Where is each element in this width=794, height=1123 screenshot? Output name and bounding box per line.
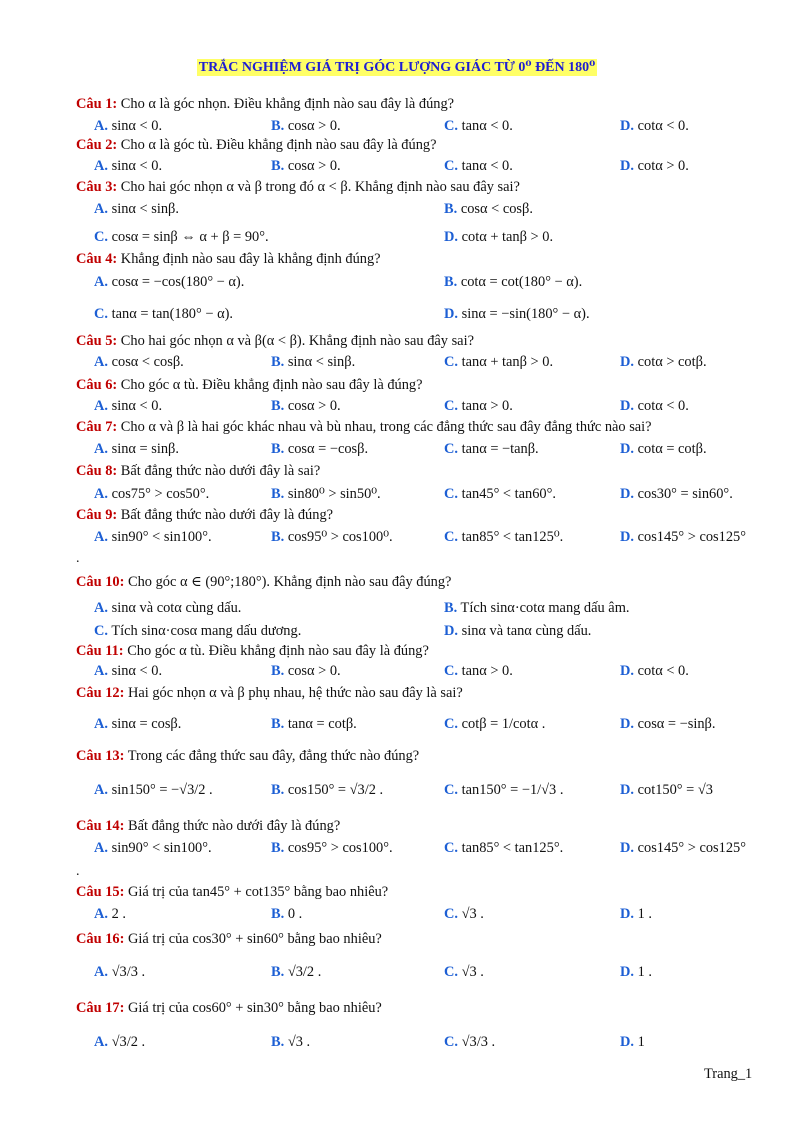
question-number: Câu 15: — [76, 884, 125, 900]
question-2 — [76, 137, 436, 154]
option-letter: A. — [94, 158, 108, 174]
option-text: √3 . — [287, 1034, 311, 1050]
option-letter: B. — [271, 398, 285, 414]
option-letter: A. — [94, 486, 108, 502]
question-text: Trong các đẳng thức sau đây, đẳng thức nào đúng? — [127, 748, 420, 764]
option-letter: A. — [94, 274, 108, 290]
option-text: cosα > 0. — [287, 663, 341, 679]
option-text: sinα < 0. — [111, 663, 163, 679]
option-a — [94, 529, 212, 546]
option-text: sin150° = −√3/2 . — [111, 782, 213, 798]
option-letter: B. — [271, 529, 285, 545]
question-text: Cho góc α tù. Điều khẳng định nào sau đây là đúng? — [127, 643, 429, 659]
option-b — [271, 840, 393, 857]
option-c — [444, 398, 513, 415]
option-letter: A. — [94, 201, 108, 217]
option-d — [620, 840, 746, 857]
question-text: Giá trị của tan45° + cot135° bằng bao nhiêu? — [127, 884, 389, 900]
option-letter: C. — [94, 623, 108, 639]
question-number: Câu 1: — [76, 96, 118, 112]
option-d — [620, 486, 733, 503]
option-text: Tích sinα·cosα mang dấu dương. — [111, 623, 302, 639]
stray-dot: . — [76, 864, 80, 879]
option-d — [620, 906, 652, 923]
option-text: cotβ = 1/cotα . — [461, 716, 546, 732]
option-text: 1 . — [637, 964, 652, 980]
option-text: √3/2 . — [287, 964, 322, 980]
option-a — [94, 1034, 145, 1051]
question-text: Cho α và β là hai góc khác nhau và bù nhau, trong các đẳng thức sau đây đẳng thức nào sai? — [120, 419, 652, 435]
option-c — [444, 118, 513, 135]
option-letter: B. — [271, 158, 285, 174]
option-letter: B. — [271, 663, 285, 679]
option-letter: D. — [620, 840, 634, 856]
option-b — [271, 906, 302, 923]
option-text: √3/3 . — [461, 1034, 496, 1050]
question-text: Giá trị của cos30° + sin60° bằng bao nhiêu? — [127, 931, 382, 947]
question-number: Câu 7: — [76, 419, 118, 435]
option-letter: B. — [444, 600, 458, 616]
option-letter: C. — [444, 964, 458, 980]
option-letter: C. — [444, 663, 458, 679]
option-d — [620, 398, 689, 415]
option-b — [271, 118, 341, 135]
option-letter: B. — [271, 118, 285, 134]
question-5 — [76, 333, 474, 350]
question-number: Câu 14: — [76, 818, 125, 834]
option-letter: A. — [94, 964, 108, 980]
option-letter: D. — [620, 441, 634, 457]
option-text: cotα < 0. — [637, 663, 689, 679]
option-text: cos95⁰ > cos100⁰. — [287, 529, 393, 545]
option-letter: C. — [444, 782, 458, 798]
option-text: tanα > 0. — [461, 663, 513, 679]
option-letter: B. — [271, 441, 285, 457]
option-c — [94, 623, 301, 640]
option-letter: B. — [271, 964, 285, 980]
question-1 — [76, 96, 454, 113]
option-letter: D. — [444, 306, 458, 322]
option-letter: D. — [620, 486, 634, 502]
option-c — [444, 354, 553, 371]
option-text: tan85° < tan125°. — [461, 840, 564, 856]
option-text: sinα = −sin(180° − α). — [461, 306, 590, 322]
option-letter: D. — [620, 1034, 634, 1050]
option-text: cotα = cot(180° − α). — [460, 274, 583, 290]
question-number: Câu 6: — [76, 377, 118, 393]
option-letter: D. — [620, 716, 634, 732]
option-text: tan45° < tan60°. — [461, 486, 556, 502]
option-text: sinα < 0. — [111, 398, 163, 414]
question-number: Câu 16: — [76, 931, 125, 947]
option-letter: B. — [271, 1034, 285, 1050]
option-c — [94, 229, 269, 246]
option-text: cosα = sinβ ⇔ α + β = 90°. — [111, 229, 269, 245]
option-d — [444, 623, 591, 640]
option-letter: A. — [94, 663, 108, 679]
option-letter: B. — [271, 782, 285, 798]
option-text: cosα = −cosβ. — [287, 441, 369, 457]
question-12 — [76, 685, 463, 702]
option-letter: C. — [444, 840, 458, 856]
option-text: 0 . — [287, 906, 303, 922]
option-text: tanα + tanβ > 0. — [461, 354, 554, 370]
option-text: cos30° = sin60°. — [637, 486, 733, 502]
option-letter: D. — [620, 398, 634, 414]
option-text: sinα < 0. — [111, 158, 163, 174]
option-letter: D. — [620, 906, 634, 922]
option-text: cotα < 0. — [637, 398, 689, 414]
option-text: 1 . — [637, 906, 652, 922]
option-text: tanα = tan(180° − α). — [111, 306, 233, 322]
option-letter: D. — [620, 782, 634, 798]
question-7 — [76, 419, 652, 436]
option-text: sinα = cosβ. — [111, 716, 182, 732]
option-text: cosα > 0. — [287, 158, 341, 174]
option-letter: B. — [271, 906, 285, 922]
option-text: cotα < 0. — [637, 118, 689, 134]
question-6 — [76, 377, 423, 394]
option-b — [271, 782, 383, 799]
option-letter: D. — [620, 663, 634, 679]
option-text: tanα > 0. — [461, 398, 513, 414]
page-footer: Trang_1 — [704, 1066, 753, 1082]
option-text: tan150° = −1/√3 . — [461, 782, 564, 798]
option-d — [620, 716, 715, 733]
option-text: sinα < sinβ. — [111, 201, 179, 217]
option-letter: C. — [444, 486, 458, 502]
option-c — [444, 964, 484, 981]
option-text: cotα = cotβ. — [637, 441, 707, 457]
option-text: sinα < 0. — [111, 118, 163, 134]
option-text: √3/3 . — [111, 964, 146, 980]
question-3 — [76, 179, 520, 196]
option-a — [94, 906, 126, 923]
option-letter: C. — [444, 398, 458, 414]
option-text: sinα = sinβ. — [111, 441, 179, 457]
option-b — [271, 529, 393, 546]
question-14 — [76, 818, 340, 835]
option-text: cos150° = √3/2 . — [287, 782, 384, 798]
question-10 — [76, 574, 451, 591]
question-text: Cho hai góc nhọn α và β trong đó α < β. Khẳng định nào sau đây sai? — [120, 179, 520, 195]
question-text: Bất đẳng thức nào dưới đây là đúng? — [120, 507, 334, 523]
question-text: Khẳng định nào sau đây là khẳng định đúng? — [120, 251, 381, 267]
option-text: Tích sinα·cotα mang dấu âm. — [460, 600, 630, 616]
option-text: cos95° > cos100°. — [287, 840, 393, 856]
option-letter: D. — [620, 529, 634, 545]
question-text: Cho góc α tù. Điều khẳng định nào sau đây là đúng? — [120, 377, 423, 393]
option-a — [94, 663, 162, 680]
option-letter: C. — [444, 118, 458, 134]
option-c — [444, 441, 539, 458]
option-text: cos145° > cos125° — [637, 840, 746, 856]
option-a — [94, 840, 212, 857]
question-16 — [76, 931, 382, 948]
option-d — [444, 229, 553, 246]
question-number: Câu 4: — [76, 251, 118, 267]
option-letter: C. — [94, 229, 108, 245]
option-text: cosα < cosβ. — [111, 354, 184, 370]
option-c — [444, 663, 513, 680]
option-b — [271, 716, 357, 733]
option-letter: A. — [94, 600, 108, 616]
option-d — [444, 306, 590, 323]
option-b — [444, 274, 582, 291]
option-b — [271, 158, 341, 175]
question-text: Cho hai góc nhọn α và β(α < β). Khẳng định nào sau đây sai? — [120, 333, 474, 349]
option-d — [620, 663, 689, 680]
option-a — [94, 201, 179, 218]
option-letter: C. — [444, 1034, 458, 1050]
option-letter: D. — [620, 964, 634, 980]
question-4 — [76, 251, 381, 268]
option-letter: D. — [444, 229, 458, 245]
option-b — [444, 201, 533, 218]
question-number: Câu 5: — [76, 333, 118, 349]
option-d — [620, 529, 746, 546]
option-b — [271, 964, 321, 981]
option-d — [620, 441, 707, 458]
option-a — [94, 716, 181, 733]
option-c — [444, 529, 563, 546]
question-number: Câu 3: — [76, 179, 118, 195]
option-letter: A. — [94, 782, 108, 798]
stray-dot: . — [76, 551, 80, 566]
question-17 — [76, 1000, 382, 1017]
document-title — [0, 59, 794, 76]
option-letter: A. — [94, 441, 108, 457]
option-letter: B. — [444, 274, 458, 290]
option-letter: D. — [620, 354, 634, 370]
question-number: Câu 12: — [76, 685, 125, 701]
option-text: cos75° > cos50°. — [111, 486, 210, 502]
option-text: √3/2 . — [111, 1034, 146, 1050]
option-letter: A. — [94, 1034, 108, 1050]
question-number: Câu 11: — [76, 643, 124, 659]
option-b — [271, 486, 381, 503]
option-text: sinα và cotα cùng dấu. — [111, 600, 242, 616]
option-text: tanα < 0. — [461, 118, 513, 134]
option-text: cosα = −sinβ. — [637, 716, 716, 732]
option-b — [271, 1034, 310, 1051]
option-a — [94, 441, 179, 458]
option-letter: C. — [444, 354, 458, 370]
question-13 — [76, 748, 419, 765]
option-letter: C. — [94, 306, 108, 322]
option-text: cot150° = √3 — [637, 782, 713, 798]
option-letter: C. — [444, 441, 458, 457]
question-8 — [76, 463, 320, 480]
option-text: sin80⁰ > sin50⁰. — [287, 486, 381, 502]
question-9 — [76, 507, 333, 524]
option-text: sinα < sinβ. — [287, 354, 356, 370]
question-text: Cho α là góc tù. Điều khẳng định nào sau đây là đúng? — [120, 137, 437, 153]
option-text: cotα + tanβ > 0. — [461, 229, 554, 245]
option-letter: A. — [94, 398, 108, 414]
option-text: cosα < cosβ. — [460, 201, 533, 217]
option-letter: B. — [271, 840, 285, 856]
option-text: 1 — [637, 1034, 645, 1050]
question-text: Giá trị của cos60° + sin30° bằng bao nhiêu? — [127, 1000, 382, 1016]
option-a — [94, 486, 209, 503]
question-text: Bất đẳng thức nào dưới đây là đúng? — [127, 818, 341, 834]
option-c — [444, 716, 545, 733]
option-a — [94, 354, 184, 371]
option-letter: D. — [620, 158, 634, 174]
option-b — [271, 354, 355, 371]
option-text: tanα = cotβ. — [287, 716, 357, 732]
option-letter: C. — [444, 529, 458, 545]
option-text: sin90° < sin100°. — [111, 529, 212, 545]
question-text: Bất đẳng thức nào dưới đây là sai? — [120, 463, 321, 479]
question-text: Hai góc nhọn α và β phụ nhau, hệ thức nào sau đây là sai? — [127, 685, 463, 701]
question-number: Câu 17: — [76, 1000, 125, 1016]
option-text: tanα = −tanβ. — [461, 441, 539, 457]
option-text: sin90° < sin100°. — [111, 840, 212, 856]
option-letter: B. — [444, 201, 458, 217]
option-c — [444, 1034, 495, 1051]
option-d — [620, 118, 689, 135]
option-text: 2 . — [111, 906, 126, 922]
option-c — [94, 306, 233, 323]
title-text: TRẮC NGHIỆM GIÁ TRỊ GÓC LƯỢNG GIÁC TỪ 0⁰ ĐẾN 180⁰ — [198, 60, 596, 75]
option-text: cos145° > cos125° — [637, 529, 746, 545]
option-a — [94, 158, 162, 175]
option-text: cosα = −cos(180° − α). — [111, 274, 245, 290]
option-letter: A. — [94, 354, 108, 370]
option-c — [444, 486, 556, 503]
question-number: Câu 2: — [76, 137, 118, 153]
question-11 — [76, 643, 429, 660]
question-number: Câu 13: — [76, 748, 125, 764]
question-number: Câu 10: — [76, 574, 125, 590]
option-letter: D. — [620, 118, 634, 134]
option-letter: D. — [444, 623, 458, 639]
question-text: Cho góc α ∈ (90°;180°). Khẳng định nào sau đây đúng? — [127, 574, 452, 590]
option-d — [620, 1034, 645, 1051]
option-a — [94, 118, 162, 135]
option-text: cosα > 0. — [287, 398, 341, 414]
question-number: Câu 8: — [76, 463, 118, 479]
option-a — [94, 274, 244, 291]
option-b — [271, 398, 341, 415]
option-letter: A. — [94, 840, 108, 856]
option-c — [444, 906, 484, 923]
option-letter: B. — [271, 354, 285, 370]
option-a — [94, 600, 241, 617]
option-c — [444, 840, 563, 857]
option-letter: A. — [94, 529, 108, 545]
option-b — [271, 441, 368, 458]
option-text: √3 . — [461, 964, 484, 980]
option-letter: C. — [444, 906, 458, 922]
option-letter: A. — [94, 906, 108, 922]
option-letter: C. — [444, 158, 458, 174]
option-letter: A. — [94, 118, 108, 134]
option-text: cotα > 0. — [637, 158, 689, 174]
option-text: cosα > 0. — [287, 118, 341, 134]
option-d — [620, 782, 713, 799]
option-a — [94, 964, 145, 981]
option-text: tan85° < tan125⁰. — [461, 529, 564, 545]
option-letter: B. — [271, 486, 285, 502]
option-text: cotα > cotβ. — [637, 354, 707, 370]
option-d — [620, 354, 707, 371]
option-a — [94, 782, 213, 799]
option-b — [444, 600, 629, 617]
question-text: Cho α là góc nhọn. Điều khẳng định nào sau đây là đúng? — [120, 96, 455, 112]
option-text: tanα < 0. — [461, 158, 513, 174]
option-b — [271, 663, 341, 680]
option-c — [444, 782, 563, 799]
question-number: Câu 9: — [76, 507, 118, 523]
option-d — [620, 158, 689, 175]
question-15 — [76, 884, 388, 901]
option-text: sinα và tanα cùng dấu. — [461, 623, 592, 639]
option-text: √3 . — [461, 906, 484, 922]
option-a — [94, 398, 162, 415]
option-letter: A. — [94, 716, 108, 732]
option-letter: B. — [271, 716, 285, 732]
option-c — [444, 158, 513, 175]
option-d — [620, 964, 652, 981]
option-letter: C. — [444, 716, 458, 732]
